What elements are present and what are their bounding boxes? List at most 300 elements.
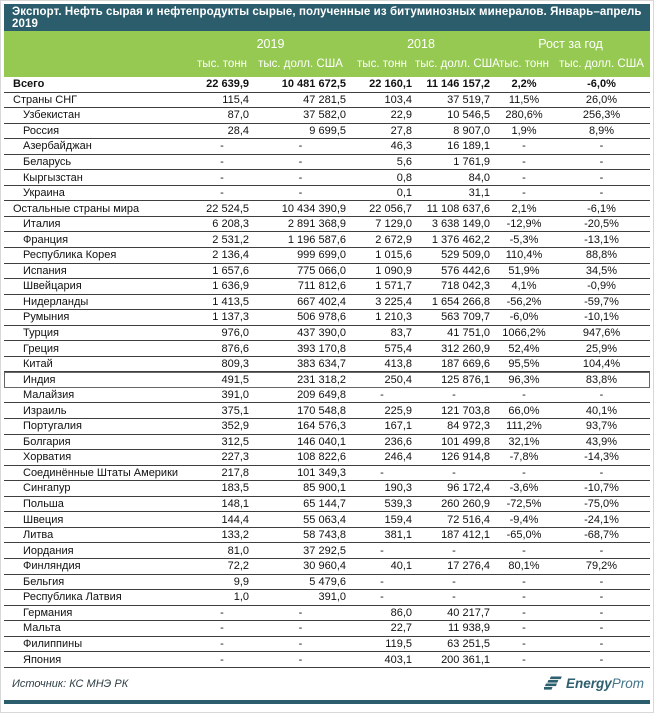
country-label: Иордания <box>23 544 74 557</box>
value-growth-usd: - <box>599 575 604 588</box>
logo-text <box>566 675 644 693</box>
value-growth-usd: -13,1% <box>584 233 619 246</box>
value-2019-tons: - <box>220 140 224 153</box>
table-row[interactable] <box>4 77 650 93</box>
value-2018-tons: 1 571,7 <box>375 280 412 293</box>
table-row[interactable] <box>4 388 650 404</box>
value-2018-usd: 126 914,8 <box>441 451 490 464</box>
value-2019-usd: 37 292,5 <box>303 544 346 557</box>
value-2018-tons: 225,9 <box>384 404 412 417</box>
value-2018-tons: 22 056,7 <box>369 202 412 215</box>
value-2019-tons: 144,4 <box>221 513 249 526</box>
value-growth-usd: 43,9% <box>585 435 618 448</box>
value-2019-tons: 87,0 <box>227 109 249 122</box>
value-2019-tons: 1 636,9 <box>212 280 249 293</box>
value-2018-usd: 96 172,4 <box>447 482 490 495</box>
value-2019-usd: - <box>298 140 303 153</box>
logo-text-energy: Energy <box>565 675 612 691</box>
value-2018-tons: 1 090,9 <box>375 264 412 277</box>
country-label: Республика Корея <box>23 249 117 262</box>
country-label: Испания <box>23 264 67 277</box>
value-2018-tons: 575,4 <box>384 342 412 355</box>
value-2018-tons: 46,3 <box>390 140 412 153</box>
value-2019-tons: - <box>220 622 224 635</box>
value-growth-usd: - <box>599 544 604 557</box>
report-title-bar <box>4 4 650 31</box>
value-growth-tons: 110,4% <box>505 249 543 262</box>
table-row[interactable] <box>4 139 650 155</box>
value-growth-usd: 83,8% <box>585 373 618 386</box>
value-growth-usd: - <box>599 637 604 650</box>
table-row[interactable] <box>4 590 650 606</box>
value-growth-usd: - <box>599 156 604 168</box>
country-label: Остальные страны мира <box>13 202 140 215</box>
country-label: Республика Латвия <box>23 591 122 604</box>
value-2019-usd: 711 812,6 <box>297 280 346 293</box>
value-growth-usd: 88,8% <box>585 249 618 262</box>
value-growth-tons: 1066,2% <box>502 327 546 340</box>
value-2019-tons: 491,5 <box>221 373 249 386</box>
value-2019-usd: - <box>298 637 303 650</box>
value-2018-tons: 0,1 <box>396 187 412 200</box>
table-row[interactable] <box>4 186 650 202</box>
country-label: Узбекистан <box>23 109 81 122</box>
value-2019-usd: 85 900,1 <box>303 482 346 495</box>
table-row[interactable] <box>4 543 650 559</box>
value-growth-tons: 95,5% <box>508 358 540 371</box>
table-row[interactable] <box>4 512 650 528</box>
value-growth-tons: 111,2% <box>506 420 542 433</box>
value-2018-tons: 22,9 <box>390 109 412 122</box>
value-growth-usd: 25,9% <box>585 342 618 355</box>
table-row[interactable] <box>4 481 650 497</box>
value-growth-tons: 2,2% <box>511 78 537 91</box>
value-2018-usd: - <box>452 389 456 402</box>
country-label: Украина <box>23 187 65 200</box>
value-2019-tons: 876,6 <box>221 342 249 355</box>
country-label: Израиль <box>23 404 67 417</box>
country-label: Филиппины <box>23 637 83 650</box>
value-2019-usd: 506 978,6 <box>297 311 346 324</box>
value-2018-usd: 17 276,4 <box>447 560 490 573</box>
value-growth-usd: 40,1% <box>585 404 618 417</box>
table-row[interactable] <box>4 559 650 575</box>
value-growth-tons: 11,5% <box>508 93 540 106</box>
column-group-2018: 2018 <box>407 37 435 51</box>
value-2018-tons: 22,7 <box>390 622 412 635</box>
value-growth-usd: - <box>599 171 604 184</box>
value-2018-tons: 0,8 <box>396 171 412 184</box>
value-growth-usd: -0,9% <box>587 280 616 293</box>
value-growth-tons: -72,5% <box>506 498 542 511</box>
value-growth-tons: - <box>522 622 526 635</box>
value-2019-usd: - <box>298 622 303 635</box>
country-label: Португалия <box>23 420 82 433</box>
value-2018-usd: 187 412,1 <box>441 529 490 542</box>
value-growth-usd: - <box>599 187 604 200</box>
table-row[interactable] <box>4 372 650 388</box>
value-2018-tons: - <box>380 575 384 588</box>
country-label: Россия <box>23 124 60 137</box>
value-growth-tons: - <box>522 591 526 604</box>
value-2019-usd: - <box>298 606 303 619</box>
value-2019-tons: 391,0 <box>221 389 249 402</box>
table-row[interactable] <box>4 310 650 326</box>
value-growth-tons: - <box>522 575 526 588</box>
value-2019-tons: 976,0 <box>221 327 249 340</box>
table-row[interactable] <box>4 341 650 357</box>
value-2018-usd: 563 709,7 <box>441 311 490 324</box>
country-label: Швейцария <box>23 280 82 293</box>
value-2018-tons: - <box>380 389 384 402</box>
table-row[interactable] <box>4 93 650 109</box>
value-2019-usd: 10 434 390,9 <box>281 202 346 215</box>
value-growth-tons: - <box>522 653 526 666</box>
value-2019-usd: 231 318,2 <box>297 373 346 386</box>
table-row[interactable] <box>4 419 650 435</box>
value-2019-usd: 58 743,8 <box>303 529 346 542</box>
table-row[interactable] <box>4 637 650 653</box>
value-growth-usd: 93,7% <box>585 420 618 433</box>
country-label: Болгария <box>23 435 71 448</box>
value-2019-tons: 6 208,3 <box>212 218 249 231</box>
country-label: Хорватия <box>23 451 72 464</box>
country-label: Малайзия <box>23 389 75 402</box>
value-2018-tons: 413,8 <box>384 358 412 371</box>
value-2018-tons: - <box>380 466 384 479</box>
value-2019-usd: - <box>298 653 303 666</box>
report-title: Экспорт. Нефть сырая и нефтепродукты сырые, полученные из битуминозных минералов. Январь–апрель 2019 <box>12 5 642 30</box>
value-growth-usd: - <box>599 389 604 402</box>
table-row[interactable] <box>4 606 650 622</box>
value-2019-usd: 5 479,6 <box>309 575 346 588</box>
table-row[interactable] <box>4 248 650 264</box>
unit-header-spacer <box>4 53 192 77</box>
value-2018-tons: 40,1 <box>390 560 412 573</box>
value-growth-tons: - <box>522 637 526 650</box>
energyprom-logo-icon <box>544 676 562 691</box>
value-growth-usd: - <box>599 591 604 604</box>
value-2018-usd: 1 761,9 <box>453 156 490 168</box>
country-label: Нидерланды <box>23 295 89 308</box>
value-growth-tons: 51,9% <box>508 264 540 277</box>
table-row[interactable] <box>4 108 650 124</box>
value-growth-tons: -6,0% <box>509 311 539 324</box>
value-2018-usd: 3 638 149,0 <box>431 218 490 231</box>
value-2019-usd: 65 144,7 <box>303 498 346 511</box>
table-row[interactable] <box>4 450 650 466</box>
value-growth-tons: -9,4% <box>509 513 539 526</box>
value-2018-tons: 1 210,3 <box>375 311 412 324</box>
value-growth-tons: -65,0% <box>506 529 542 542</box>
country-label: Франция <box>23 233 69 246</box>
country-label: Греция <box>23 342 59 355</box>
value-2018-usd: 84,0 <box>468 171 490 184</box>
value-2019-usd: 9 699,5 <box>309 124 346 137</box>
value-2019-usd: 37 582,0 <box>303 109 346 122</box>
value-2019-usd: 667 402,4 <box>297 295 346 308</box>
country-label: Соединённые Штаты Америки <box>23 466 179 479</box>
value-growth-tons: 4,1% <box>511 280 537 293</box>
value-2019-usd: 383 634,7 <box>297 358 346 371</box>
country-label: Швеция <box>23 513 64 526</box>
value-2018-tons: 246,4 <box>384 451 412 464</box>
table-row[interactable] <box>4 528 650 544</box>
value-2019-usd: 391,0 <box>318 591 346 604</box>
value-growth-usd: 34,5% <box>585 264 618 277</box>
value-2019-tons: 809,3 <box>221 358 249 371</box>
value-2019-usd: 393 170,8 <box>297 342 346 355</box>
value-2019-usd: 10 481 672,5 <box>281 78 346 91</box>
value-growth-usd: -14,3% <box>584 451 619 464</box>
table-row[interactable] <box>4 201 650 217</box>
value-growth-tons: -56,2% <box>506 295 542 308</box>
value-2018-usd: 11 938,9 <box>447 622 490 635</box>
table-row[interactable] <box>4 155 650 171</box>
country-label: Финляндия <box>23 560 81 573</box>
value-2019-tons: 72,2 <box>227 560 249 573</box>
value-2018-tons: 103,4 <box>384 93 412 106</box>
value-2018-tons: 539,3 <box>384 498 412 511</box>
report-footer <box>4 668 650 700</box>
value-2018-tons: 119,5 <box>385 637 412 650</box>
value-growth-usd: 8,9% <box>588 124 615 137</box>
value-growth-tons: 96,3% <box>508 373 540 386</box>
value-growth-tons: 1,9% <box>511 124 537 137</box>
value-2018-usd: 1 654 266,8 <box>431 295 490 308</box>
value-2019-tons: 217,8 <box>221 466 249 479</box>
country-label: Бельгия <box>23 575 65 588</box>
value-2019-tons: 352,9 <box>221 420 249 433</box>
value-2019-usd: - <box>298 187 303 200</box>
value-growth-usd: - <box>599 622 604 635</box>
value-2018-tons: 403,1 <box>384 653 412 666</box>
table-row[interactable] <box>4 217 650 233</box>
value-growth-tons: - <box>522 187 526 200</box>
value-2019-tons: 183,5 <box>221 482 249 495</box>
country-label: Польша <box>23 498 64 511</box>
column-group-growth: Рост за год <box>538 37 603 51</box>
value-2018-tons: - <box>380 544 384 557</box>
value-growth-tons: - <box>522 171 526 184</box>
table-row[interactable] <box>4 232 650 248</box>
value-growth-usd: -24,1% <box>584 513 619 526</box>
country-label: Кыргызстан <box>23 171 83 184</box>
value-2018-usd: 529 509,0 <box>441 249 490 262</box>
value-growth-tons: -5,3% <box>509 233 539 246</box>
value-growth-tons: 52,4% <box>508 342 540 355</box>
value-2018-usd: - <box>452 575 456 588</box>
value-2018-usd: 72 516,4 <box>447 513 490 526</box>
value-2019-usd: - <box>298 171 303 184</box>
value-2019-usd: 1 196 587,6 <box>287 233 346 246</box>
value-2018-usd: 16 189,1 <box>447 140 490 153</box>
value-2018-usd: 63 251,5 <box>447 637 490 650</box>
value-2019-tons: - <box>220 637 224 650</box>
value-2018-tons: 86,0 <box>390 606 412 619</box>
country-label: Страны СНГ <box>13 93 78 106</box>
country-label: Германия <box>23 606 73 619</box>
value-growth-tons: 80,1% <box>508 560 540 573</box>
value-growth-tons: - <box>522 544 526 557</box>
table-row[interactable] <box>4 575 650 591</box>
value-2019-tons: 312,5 <box>221 435 249 448</box>
value-2019-tons: 227,3 <box>221 451 249 464</box>
table-row[interactable] <box>4 170 650 186</box>
value-growth-tons: -7,8% <box>509 451 539 464</box>
value-growth-usd: -59,7% <box>584 295 619 308</box>
value-growth-usd: 947,6% <box>582 327 621 340</box>
country-label: Индия <box>23 373 56 386</box>
table-row[interactable] <box>4 279 650 295</box>
value-2019-usd: 47 281,5 <box>303 93 346 106</box>
value-growth-tons: - <box>522 156 526 168</box>
value-2018-tons: 381,1 <box>384 529 412 542</box>
value-growth-tons: - <box>522 140 526 153</box>
country-label: Турция <box>23 327 59 340</box>
value-growth-usd: 79,2% <box>585 560 618 573</box>
value-growth-usd: -10,1% <box>584 311 619 324</box>
value-2019-usd: 999 699,0 <box>297 249 346 262</box>
energyprom-logo <box>544 675 644 693</box>
value-2018-tons: 250,4 <box>384 373 412 386</box>
table-row[interactable] <box>4 497 650 513</box>
table-row[interactable] <box>4 403 650 419</box>
value-2019-tons: 1,0 <box>233 591 249 604</box>
value-2018-tons: 159,4 <box>384 513 412 526</box>
value-2018-usd: 576 442,6 <box>441 264 490 277</box>
value-2018-usd: - <box>452 591 456 604</box>
value-2018-usd: - <box>452 544 456 557</box>
value-growth-usd: - <box>599 466 604 479</box>
value-growth-tons: -3,6% <box>509 482 539 495</box>
country-label: Беларусь <box>23 156 72 168</box>
value-2019-tons: 2 531,2 <box>212 233 249 246</box>
country-label: Мальта <box>23 622 61 635</box>
value-growth-tons: - <box>522 389 526 402</box>
value-growth-tons: 66,0% <box>508 404 540 417</box>
country-label: Китай <box>23 358 53 371</box>
bottom-accent-bar <box>4 700 650 704</box>
unit-header-2019-usd: тыс. долл. США <box>258 58 343 70</box>
value-2019-tons: - <box>220 171 224 184</box>
value-2018-usd: 31,1 <box>468 187 490 200</box>
value-2019-tons: - <box>220 156 224 168</box>
value-2019-usd: 101 349,3 <box>297 466 346 479</box>
value-2018-usd: 121 703,8 <box>441 404 490 417</box>
value-growth-usd: -6,1% <box>587 202 616 215</box>
table-column-header <box>4 31 650 77</box>
country-label: Азербайджан <box>23 140 92 153</box>
value-2018-usd: 84 972,3 <box>447 420 490 433</box>
table-row[interactable] <box>4 466 650 482</box>
country-label: Япония <box>23 653 62 666</box>
table-row[interactable] <box>4 264 650 280</box>
value-growth-tons: -12,9% <box>506 218 542 231</box>
value-2019-usd: 30 960,4 <box>303 560 346 573</box>
value-2019-tons: 22 524,5 <box>206 202 249 215</box>
unit-header-growth-usd: тыс. долл. США <box>559 58 644 70</box>
value-2019-usd: 775 066,0 <box>297 264 346 277</box>
value-2019-usd: 164 576,3 <box>297 420 346 433</box>
table-row[interactable] <box>4 295 650 311</box>
value-growth-tons: 2,1% <box>511 202 537 215</box>
country-label: Румыния <box>23 311 70 324</box>
value-2018-tons: 190,3 <box>384 482 412 495</box>
unit-header-2019-tons: тыс. тонн <box>197 58 247 70</box>
value-2019-usd: 108 822,6 <box>297 451 346 464</box>
value-2019-tons: 148,1 <box>221 498 249 511</box>
value-2019-usd: - <box>298 156 303 168</box>
table-row[interactable] <box>4 435 650 451</box>
table-row[interactable] <box>4 621 650 637</box>
value-growth-tons: 280,6% <box>505 109 543 122</box>
table-row[interactable] <box>4 357 650 373</box>
value-growth-usd: - <box>599 606 604 619</box>
value-2018-usd: 11 108 637,6 <box>426 202 490 215</box>
value-2018-usd: 187 669,6 <box>441 358 490 371</box>
value-2018-usd: 718 042,3 <box>441 280 490 293</box>
value-2019-tons: 115,4 <box>222 93 249 106</box>
value-2018-tons: 1 015,6 <box>375 249 412 262</box>
value-2019-tons: - <box>220 187 224 200</box>
table-row[interactable] <box>4 124 650 140</box>
value-2018-tons: 236,6 <box>384 435 412 448</box>
value-growth-usd: - <box>599 140 604 153</box>
value-2018-usd: 11 146 157,2 <box>426 78 490 91</box>
value-2019-tons: - <box>220 606 224 619</box>
value-2019-tons: 1 413,5 <box>212 295 249 308</box>
table-body <box>4 77 650 668</box>
year-group-row <box>4 31 650 53</box>
value-growth-usd: -68,7% <box>584 529 619 542</box>
country-label: Литва <box>23 529 54 542</box>
value-2019-tons: 9,9 <box>233 575 249 588</box>
value-2018-usd: 1 376 462,2 <box>431 233 490 246</box>
source-note: Источник: КС МНЭ РК <box>12 677 129 690</box>
table-row[interactable] <box>4 652 650 668</box>
column-group-2019: 2019 <box>256 37 285 51</box>
value-2018-tons: - <box>380 591 384 604</box>
value-2018-usd: 41 751,0 <box>447 327 490 340</box>
logo-text-prom: Prom <box>611 675 644 691</box>
value-growth-usd: -20,5% <box>584 218 619 231</box>
unit-header-row <box>4 53 650 77</box>
table-row[interactable] <box>4 326 650 342</box>
value-2018-tons: 22 160,1 <box>369 78 412 91</box>
value-growth-tons: 32,1% <box>508 435 540 448</box>
country-label: Италия <box>23 218 61 231</box>
value-2019-tons: 22 639,9 <box>206 78 249 91</box>
value-2018-tons: 7 129,0 <box>375 218 412 231</box>
country-label: Сингапур <box>23 482 71 495</box>
value-2019-usd: 146 040,1 <box>297 435 346 448</box>
value-growth-usd: -6,0% <box>587 78 616 91</box>
value-2019-usd: 2 891 368,9 <box>287 218 346 231</box>
value-2018-usd: 101 499,8 <box>441 435 490 448</box>
value-growth-tons: - <box>522 466 526 479</box>
value-growth-usd: 256,3% <box>582 109 621 122</box>
value-2018-tons: 167,1 <box>384 420 412 433</box>
value-growth-usd: -10,7% <box>584 482 619 495</box>
value-2019-usd: 209 649,8 <box>297 389 346 402</box>
value-2018-usd: 312 260,9 <box>441 342 490 355</box>
value-2018-tons: 27,8 <box>390 124 412 137</box>
value-2019-tons: 81,0 <box>227 544 249 557</box>
value-2019-tons: - <box>220 653 224 666</box>
value-2019-usd: 437 390,0 <box>297 327 346 340</box>
value-growth-usd: - <box>599 653 604 666</box>
